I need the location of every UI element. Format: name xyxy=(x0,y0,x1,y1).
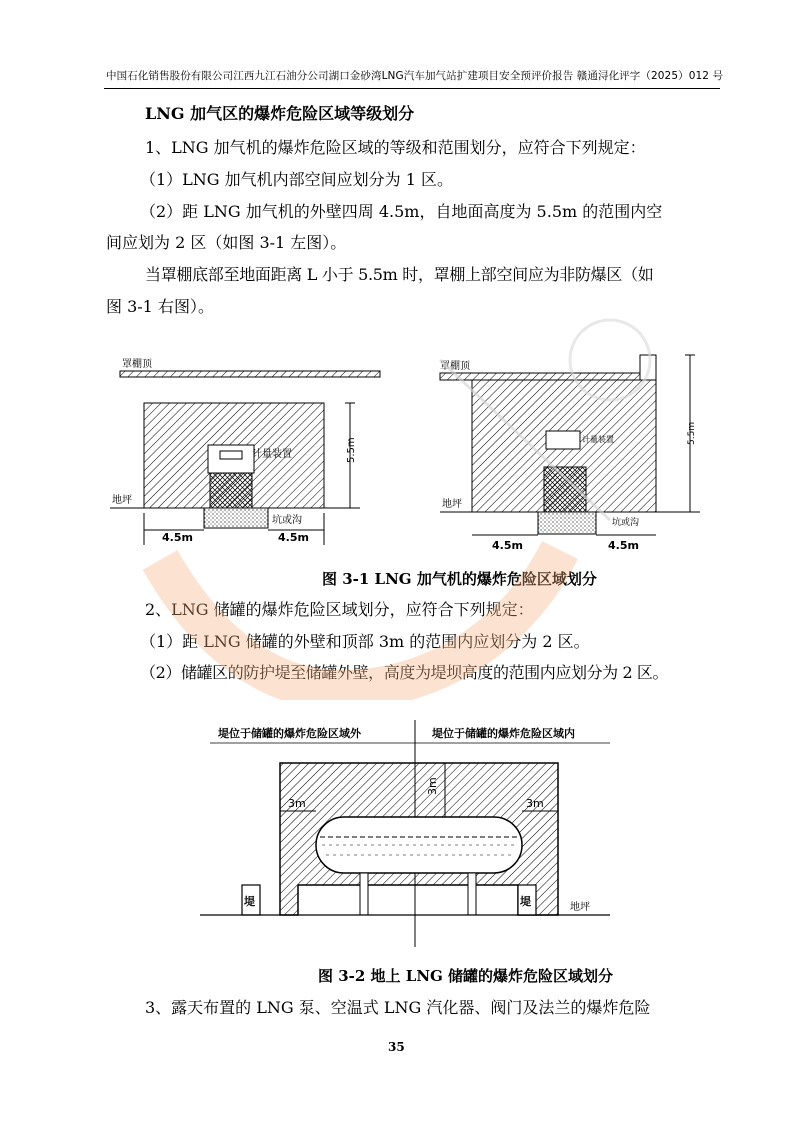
ground-label-2: 地坪 xyxy=(570,902,590,913)
figure-3-1-caption: 图 3-1 LNG 加气机的爆炸危险区域划分 xyxy=(322,570,597,588)
paragraph-1: 1、LNG 加气机的爆炸危险区域的等级和范围划分，应符合下列规定： xyxy=(145,138,646,157)
label-dike-inside: 堤位于储罐的爆炸危险区域内 xyxy=(432,727,575,740)
meter-window xyxy=(220,451,242,459)
figure-3-1-left xyxy=(110,357,380,545)
header-rule xyxy=(104,88,720,89)
paragraph-1-3a: 当罩棚底部至地面距离 L 小于 5.5m 时，罩棚上部空间应为非防爆区（如 xyxy=(145,265,654,284)
paragraph-3: 3、露天布置的 LNG 泵、空温式 LNG 汽化器、阀门及法兰的爆炸危险 xyxy=(145,998,651,1017)
page-header: 中国石化销售股份有限公司江西九江石油分公司湖口金砂湾LNG汽车加气站扩建项目安全预评价报告 赣通浔化评字（2025）012 号 xyxy=(106,70,724,82)
figure-3-2 xyxy=(170,715,630,950)
paragraph-1-3b: 图 3-1 右图）。 xyxy=(106,297,214,316)
meter-label-right: 计量装置 xyxy=(582,435,614,444)
paragraph-1-2b: 间应划为 2 区（如图 3-1 左图）。 xyxy=(106,233,347,252)
height-label: 5.5m xyxy=(346,437,357,463)
dim-left-label: 3m xyxy=(288,797,306,810)
figure-3-1 xyxy=(100,345,700,560)
paragraph-2-1: （1）距 LNG 储罐的外壁和顶部 3m 的范围内应划分为 2 区。 xyxy=(140,632,590,651)
dispenser-body-right xyxy=(544,467,586,512)
ground-label: 地坪 xyxy=(112,495,132,506)
paragraph-1-2a: （2）距 LNG 加气机的外壁四周 4.5m，自地面高度为 5.5m 的范围内空 xyxy=(140,202,663,221)
trench-right xyxy=(538,512,596,534)
trench-label-right: 坑或沟 xyxy=(612,518,640,528)
dike-right-label: 堤 xyxy=(520,895,531,908)
dim-top-label: 3m xyxy=(426,777,439,795)
canopy-roof xyxy=(120,371,380,377)
ground-label-right: 地坪 xyxy=(442,499,462,510)
dist-left-label-right: 4.5m xyxy=(492,539,523,552)
meter-label: 计量装置 xyxy=(252,449,292,460)
trench-label: 坑或沟 xyxy=(272,515,302,526)
dim-right-label: 3m xyxy=(526,797,544,810)
section-title: LNG 加气区的爆炸危险区域等级划分 xyxy=(145,104,415,123)
paragraph-2-2: （2）储罐区的防护堤至储罐外壁，高度为堤坝高度的范围内应划分为 2 区。 xyxy=(140,663,669,682)
figure-3-1-right xyxy=(440,355,700,552)
dike-left-label: 堤 xyxy=(244,895,255,908)
paragraph-2: 2、LNG 储罐的爆炸危险区域划分，应符合下列规定： xyxy=(145,600,534,619)
height-label-right: 5.5m xyxy=(687,421,697,445)
dist-right-label: 4.5m xyxy=(278,531,309,544)
canopy-label: 罩棚顶 xyxy=(122,359,152,370)
paragraph-1-1: （1）LNG 加气机内部空间应划分为 1 区。 xyxy=(140,170,454,189)
canopy-roof-right xyxy=(440,373,640,380)
dispenser-body xyxy=(210,473,252,508)
dist-left-label: 4.5m xyxy=(162,531,193,544)
page-number: 35 xyxy=(388,1040,405,1054)
dist-right-label-right: 4.5m xyxy=(608,539,639,552)
label-dike-outside: 堤位于储罐的爆炸危险区域外 xyxy=(218,727,361,740)
trench xyxy=(204,508,268,528)
figure-3-2-caption: 图 3-2 地上 LNG 储罐的爆炸危险区域划分 xyxy=(318,967,614,985)
canopy-label-right: 罩棚顶 xyxy=(440,361,470,372)
